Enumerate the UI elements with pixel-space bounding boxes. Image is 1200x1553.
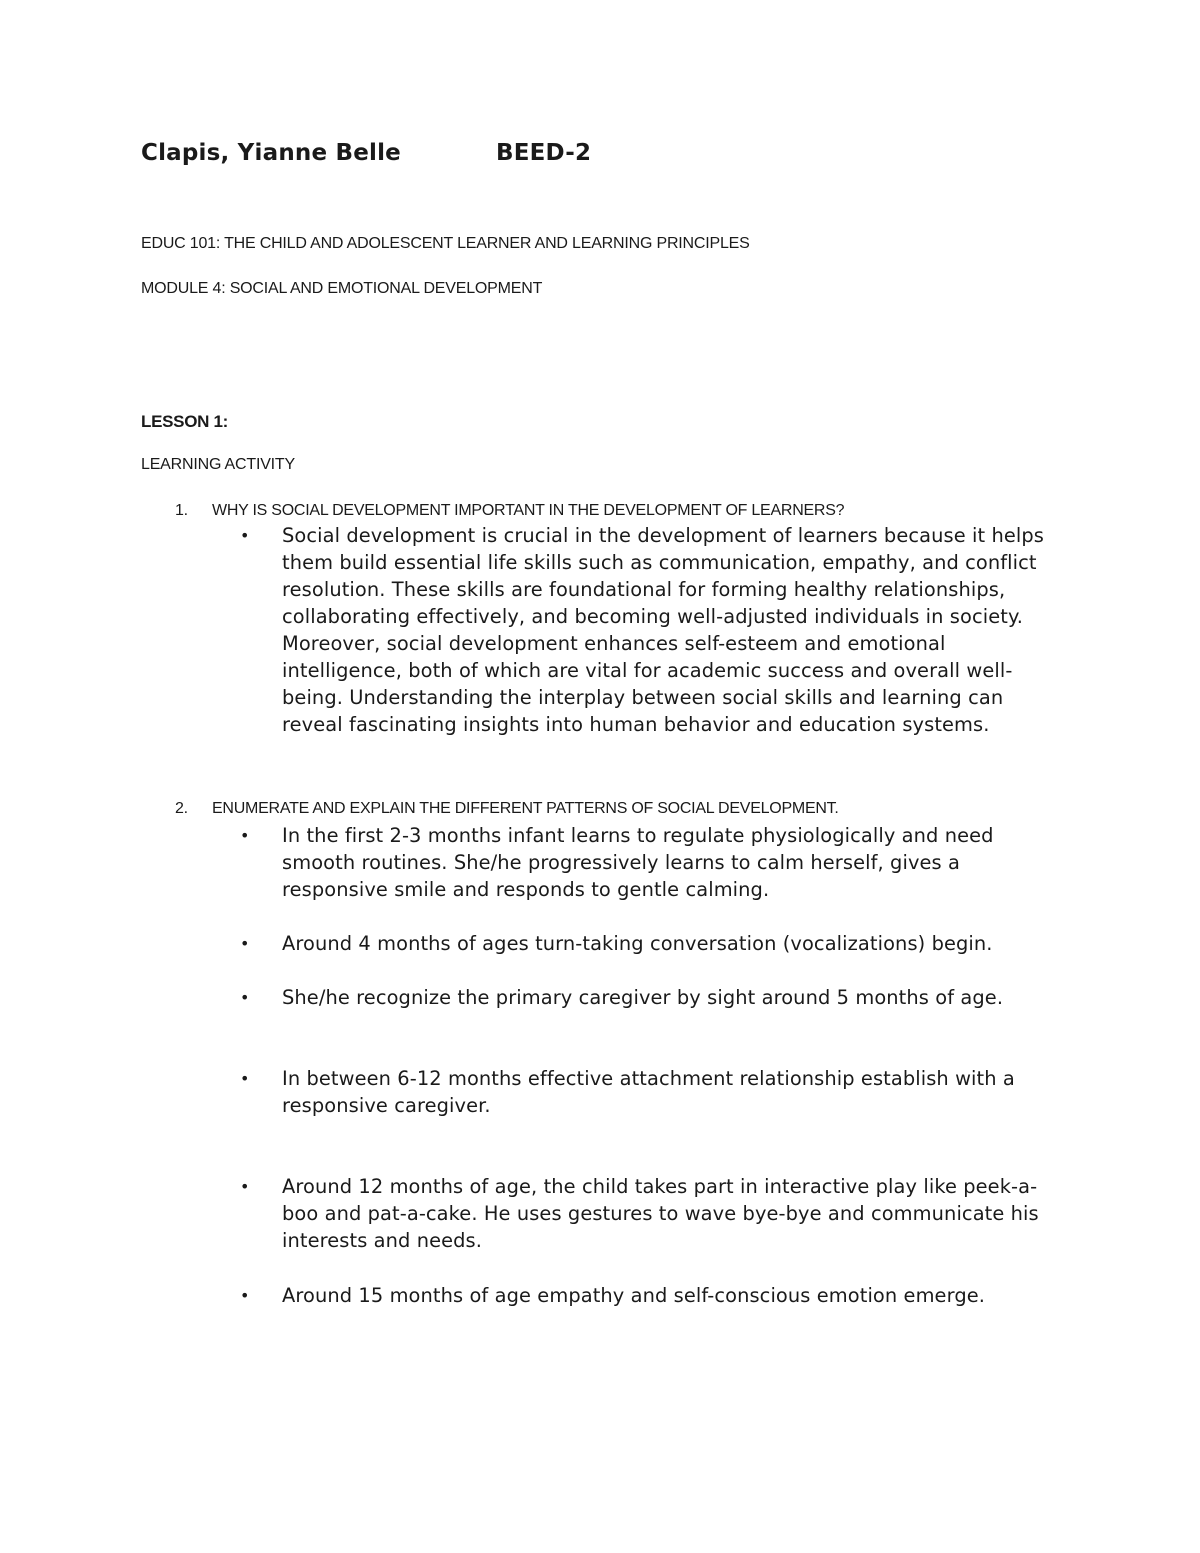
bullet-icon: • — [240, 526, 250, 545]
answer-text: Around 12 months of age, the child takes part in interactive play like peek-a-boo and pat-a-cake. He uses gestures to wave bye-bye and communicate his interests and needs. — [282, 1175, 1039, 1252]
activity-label: LEARNING ACTIVITY — [141, 456, 295, 473]
lesson-label: LESSON 1: — [141, 412, 229, 431]
answer-text: Social development is crucial in the development of learners because it helps them build essential life skills such as communication, empathy, and conflict resolution. These skills are foundational for forming healthy relationships, collaborating effectively, and becoming well-adjusted individuals in society. Moreover, social development enhances self-esteem and emotional intelligence, both of which are vital for academic success and overall well-being. Understanding the interplay between social skills and learning can reveal fascinating insights into human behavior and education systems. — [282, 524, 1044, 736]
bullet-icon: • — [240, 1069, 250, 1088]
student-name: Clapis, Yianne Belle — [141, 140, 401, 166]
bullet-icon: • — [240, 1177, 250, 1196]
question-2 — [175, 800, 839, 818]
answer-text: She/he recognize the primary caregiver by sight around 5 months of age. — [282, 986, 1004, 1009]
answer-list-2-item-5 — [240, 1173, 1070, 1254]
module-title: MODULE 4: SOCIAL AND EMOTIONAL DEVELOPMENT — [141, 280, 543, 297]
answer-item — [240, 984, 1070, 1011]
bullet-icon: • — [240, 826, 250, 845]
answer-item — [240, 522, 1070, 738]
answer-list-2-item-1 — [240, 822, 1070, 903]
answer-text: In the first 2-3 months infant learns to regulate physiologically and need smooth routines. She/he progressively learns to calm herself, gives a responsive smile and responds to gentle calming. — [282, 824, 994, 901]
answer-list-2-item-4 — [240, 1065, 1070, 1119]
question-1 — [175, 502, 844, 520]
answer-list-2-item-2 — [240, 930, 1070, 957]
answer-item — [240, 1173, 1070, 1254]
program-label: BEED-2 — [496, 140, 592, 166]
answer-item — [240, 1282, 1070, 1309]
answer-item — [240, 1065, 1070, 1119]
answer-list-2-item-3 — [240, 984, 1070, 1011]
answer-item — [240, 822, 1070, 903]
question-text: WHY IS SOCIAL DEVELOPMENT IMPORTANT IN THE DEVELOPMENT OF LEARNERS? — [212, 502, 845, 519]
course-title: EDUC 101: THE CHILD AND ADOLESCENT LEARNER AND LEARNING PRINCIPLES — [141, 235, 750, 252]
name-line — [141, 140, 592, 166]
question-number: 1. — [175, 502, 188, 519]
answer-list-2-item-6 — [240, 1282, 1070, 1309]
answer-text: Around 15 months of age empathy and self-conscious emotion emerge. — [282, 1284, 986, 1307]
bullet-icon: • — [240, 1286, 250, 1305]
answer-text: Around 4 months of ages turn-taking conversation (vocalizations) begin. — [282, 932, 993, 955]
answer-item — [240, 930, 1070, 957]
question-number: 2. — [175, 800, 188, 817]
bullet-icon: • — [240, 934, 250, 953]
answer-text: In between 6-12 months effective attachment relationship establish with a responsive caregiver. — [282, 1067, 1015, 1117]
answer-list-1 — [240, 522, 1070, 738]
question-text: ENUMERATE AND EXPLAIN THE DIFFERENT PATTERNS OF SOCIAL DEVELOPMENT. — [212, 800, 839, 817]
bullet-icon: • — [240, 988, 250, 1007]
